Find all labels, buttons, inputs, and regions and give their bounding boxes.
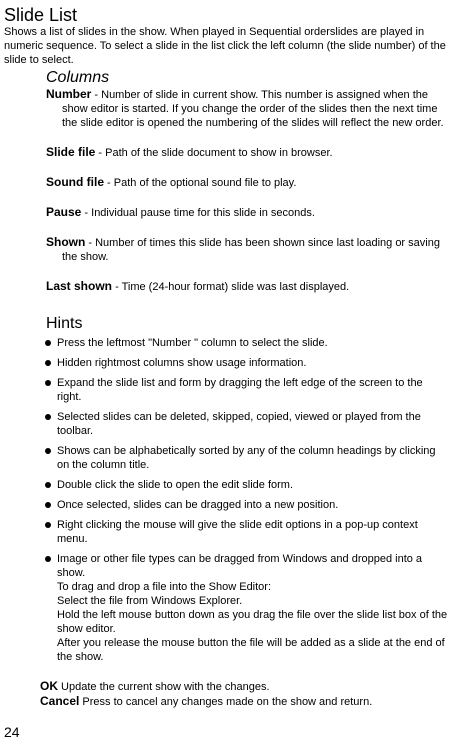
definition-text: - Number of times this slide has been shown since last loading or saving the show. — [62, 237, 440, 263]
bullet-icon — [45, 448, 51, 454]
cancel-text: Press to cancel any changes made on the show and return. — [79, 696, 373, 708]
list-item — [44, 410, 448, 438]
list-item — [44, 356, 448, 370]
hint-text: Once selected, slides can be dragged into a new position. — [57, 499, 339, 511]
definition-number — [46, 87, 448, 130]
bullet-icon — [45, 482, 51, 488]
definition-sound-file — [46, 175, 448, 190]
bullet-icon — [45, 380, 51, 386]
hint-text: Right clicking the mouse will give the slide edit options in a pop-up context menu. — [57, 519, 418, 545]
hint-text: Hidden rightmost columns show usage information. — [57, 357, 307, 369]
list-item — [44, 376, 448, 404]
page-number: 24 — [4, 724, 20, 740]
definition-slide-file — [46, 145, 448, 160]
definition-shown — [46, 235, 448, 264]
definition-text: - Number of slide in current show. This number is assigned when the show editor is started. If you change the order of the slides then the next time the slide editor is opened the numbering of the slides will reflect the new order. — [62, 89, 444, 129]
definition-term: Shown — [46, 235, 86, 249]
hint-text: Selected slides can be deleted, skipped, copied, viewed or played from the toolbar. — [57, 411, 421, 437]
list-item — [44, 552, 448, 664]
definition-term: Sound file — [46, 175, 104, 189]
button-descriptions — [40, 679, 372, 709]
definition-text: - Path of the slide document to show in browser. — [95, 147, 333, 159]
drag-drop-line: Select the file from Windows Explorer. — [57, 595, 243, 607]
definition-term: Last shown — [46, 279, 113, 293]
bullet-icon — [45, 522, 51, 528]
hint-text: Expand the slide list and form by dragging the left edge of the screen to the right. — [57, 377, 423, 403]
bullet-icon — [45, 360, 51, 366]
definition-term: Slide file — [46, 145, 96, 159]
definition-text: - Individual pause time for this slide in seconds. — [81, 207, 315, 219]
definition-last-shown — [46, 279, 448, 294]
hint-text: Press the leftmost "Number " column to select the slide. — [57, 337, 328, 349]
ok-term: OK — [40, 679, 58, 693]
drag-drop-line: After you release the mouse button the file will be added as a slide at the end of the show. — [57, 637, 445, 663]
drag-drop-line: Hold the left mouse button down as you drag the file over the slide list box of the show editor. — [57, 609, 448, 635]
drag-drop-line: To drag and drop a file into the Show Editor: — [57, 581, 272, 593]
hint-text: Double click the slide to open the edit slide form. — [57, 479, 294, 491]
hints-heading: Hints — [46, 315, 83, 332]
definition-pause — [46, 205, 448, 220]
ok-description — [40, 679, 372, 694]
ok-text: Update the current show with the changes. — [58, 681, 270, 693]
list-item — [44, 498, 448, 512]
list-item — [44, 336, 448, 350]
columns-heading: Columns — [46, 69, 110, 86]
definition-text: - Time (24-hour format) slide was last displayed. — [112, 281, 350, 293]
bullet-icon — [45, 556, 51, 562]
list-item — [44, 478, 448, 492]
cancel-description — [40, 694, 372, 709]
definition-term: Pause — [46, 205, 82, 219]
bullet-icon — [45, 414, 51, 420]
list-item — [44, 518, 448, 546]
bullet-icon — [45, 502, 51, 508]
list-item — [44, 444, 448, 472]
cancel-term: Cancel — [40, 694, 80, 708]
definition-text: - Path of the optional sound file to play. — [104, 177, 297, 189]
columns-definitions — [46, 87, 448, 294]
hint-text: Shows can be alphabetically sorted by any of the column headings by clicking on the column title. — [57, 445, 436, 471]
definition-term: Number — [46, 87, 92, 101]
hints-list — [44, 336, 448, 670]
page-title: Slide List — [4, 5, 78, 25]
drag-drop-instructions — [57, 580, 448, 664]
hint-text: Image or other file types can be dragged from Windows and dropped into a show. — [57, 553, 423, 579]
intro-paragraph: Shows a list of slides in the show. When played in Sequential orderslides are played in numeric sequence. To select a slide in the list click the left column (the slide number) of the slide to select. — [4, 26, 446, 66]
bullet-icon — [45, 340, 51, 346]
